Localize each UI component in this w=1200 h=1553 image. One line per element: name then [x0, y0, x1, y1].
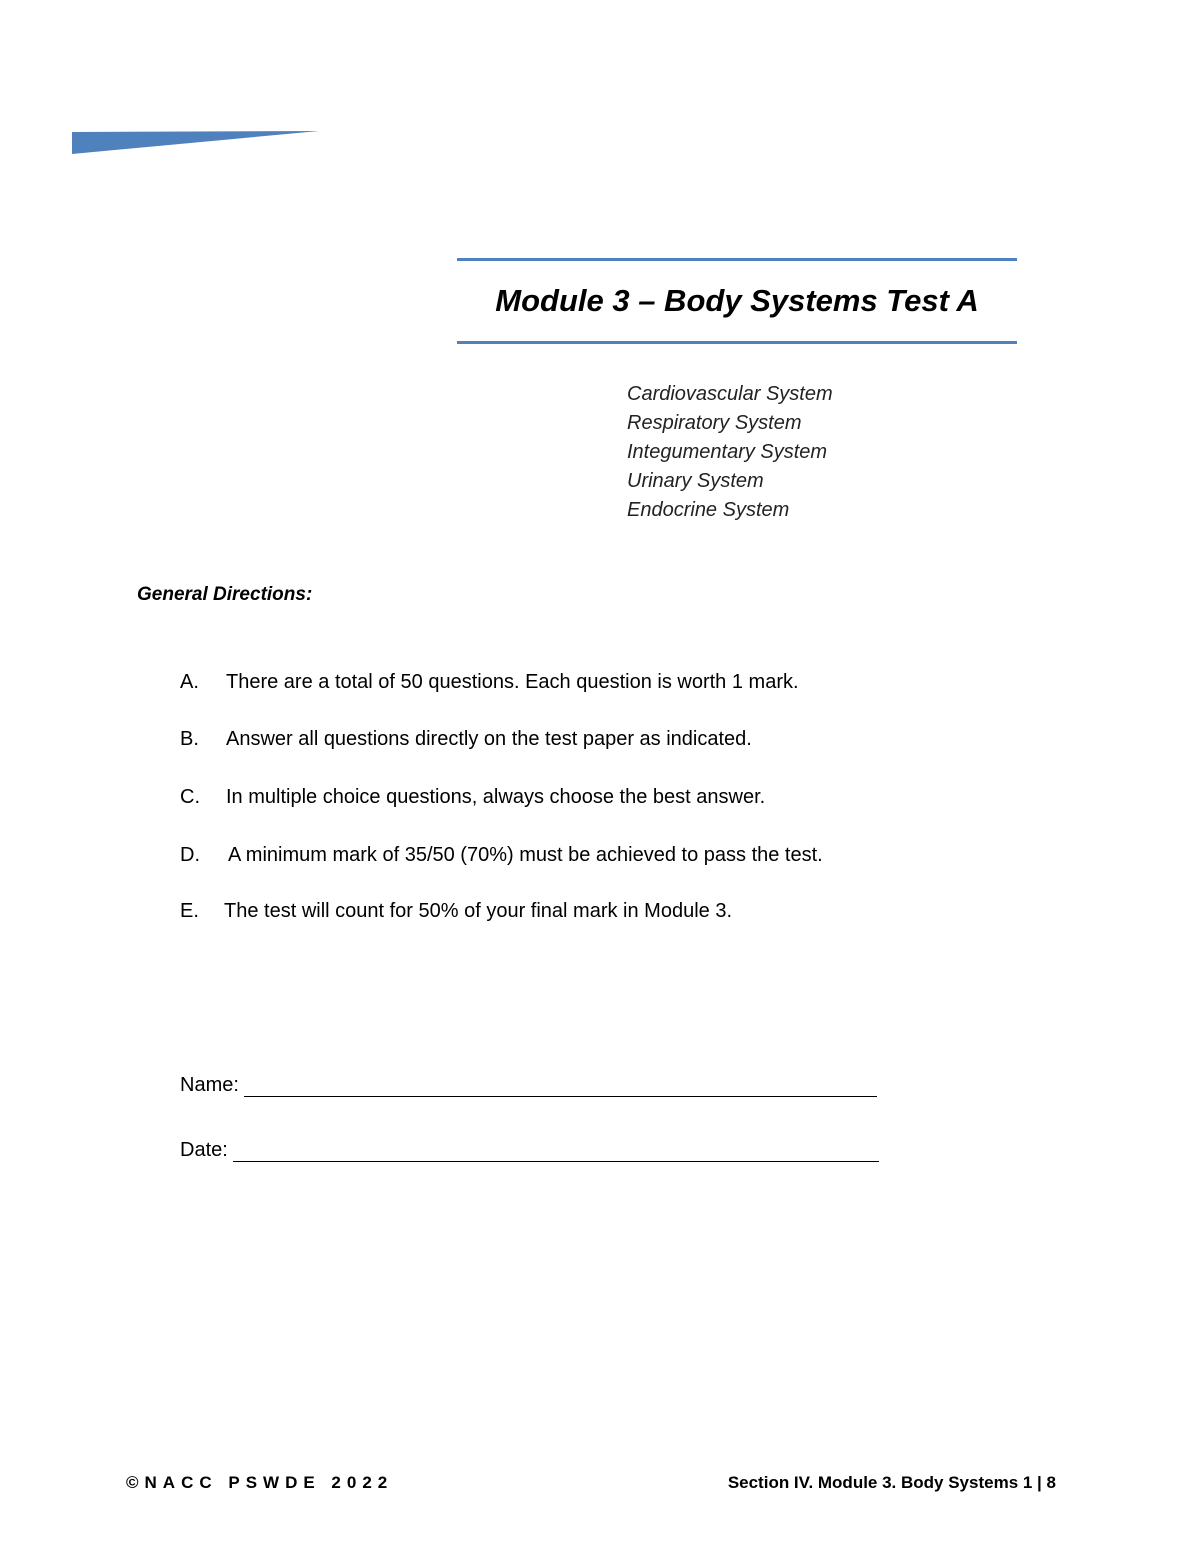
- system-item: Urinary System: [627, 470, 764, 492]
- direction-text: A minimum mark of 35/50 (70%) must be achieved to pass the test.: [228, 844, 823, 866]
- date-label: Date:: [180, 1139, 228, 1161]
- systems-list: [627, 380, 833, 525]
- title-top-rule: [457, 258, 1017, 261]
- direction-item: [180, 728, 752, 751]
- direction-text: Answer all questions directly on the test paper as indicated.: [226, 728, 752, 750]
- system-item: Endocrine System: [627, 499, 790, 521]
- footer-page-info: Section IV. Module 3. Body Systems 1 | 8: [727, 1473, 1056, 1492]
- footer-copyright: ©NACC PSWDE 2022: [126, 1473, 394, 1492]
- title-bottom-rule: [457, 341, 1017, 344]
- direction-item: [180, 671, 799, 694]
- direction-item: [180, 786, 765, 809]
- system-item: Integumentary System: [627, 441, 828, 463]
- direction-item: [180, 900, 732, 923]
- direction-item: [180, 844, 823, 867]
- direction-text: There are a total of 50 questions. Each question is worth 1 mark.: [226, 671, 799, 693]
- direction-letter: B.: [180, 728, 199, 750]
- decorative-wedge-shape: [72, 130, 322, 156]
- date-input-line[interactable]: [233, 1141, 879, 1162]
- page-title: Module 3 – Body Systems Test A: [495, 283, 979, 318]
- direction-text: In multiple choice questions, always choose the best answer.: [226, 786, 766, 808]
- system-item: Cardiovascular System: [627, 383, 833, 405]
- directions-heading: General Directions:: [137, 584, 313, 605]
- direction-text: The test will count for 50% of your final mark in Module 3.: [224, 900, 733, 922]
- direction-letter: C.: [180, 786, 200, 808]
- name-input-line[interactable]: [244, 1076, 877, 1097]
- direction-letter: E.: [180, 900, 199, 922]
- name-field: [180, 1074, 877, 1097]
- system-item: Respiratory System: [627, 412, 802, 434]
- direction-letter: A.: [180, 671, 199, 693]
- direction-letter: D.: [180, 844, 200, 866]
- date-field: [180, 1139, 879, 1162]
- name-label: Name:: [180, 1074, 239, 1096]
